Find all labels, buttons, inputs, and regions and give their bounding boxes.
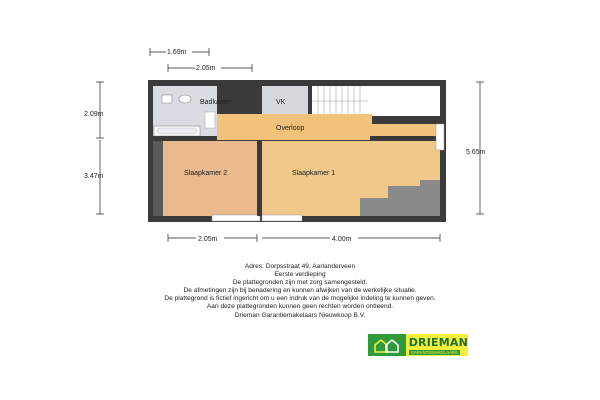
room-slaapkamer-2 [163,141,257,216]
sink [162,95,172,103]
dim-left-upper: 2.09m [84,111,104,118]
wall-inner-h [153,136,217,141]
dim-bottom-left: 2.05m [198,236,218,243]
label-badkamer: Badkamer [200,99,232,106]
logo-subtitle: GARANTIEMAKELAARS [410,349,458,355]
label-vk: VK [276,99,286,106]
window-bottom-2 [262,215,302,221]
info-floor: Eerste verdieping [274,271,326,279]
info-line3: De plattegrond is fictief ingericht om u een indruk van de mogelijke indeling te kunnen geven. [164,295,436,303]
info-address: Adres: Dorpsstraat 49, Aarlanderveen [244,263,356,270]
label-overloop: Overloop [276,125,305,132]
info-line1: De plattegronden zijn met zorg samengesteld. [232,279,368,287]
info-line5: Drieman Garantiemakelaars Nieuwkoop B.V. [234,311,366,319]
info-line4: Aan deze plattegronden kunnen geen rechten worden ontleend. [206,303,394,311]
drieman-logo [368,334,468,356]
shower [205,112,215,128]
label-slaapkamer-2: Slaapkamer 2 [184,170,228,177]
dim-top-short: 1.69m [167,49,187,56]
window-right [436,124,444,150]
label-slaapkamer-1: Slaapkamer 1 [292,170,336,177]
dim-left-lower: 3.47m [84,173,104,180]
toilet [179,95,191,103]
dim-bottom-right: 4.00m [332,236,352,243]
window-bottom-1 [212,215,260,221]
house-icon [368,334,406,356]
info-line2: De afmetingen zijn bij benadering en kunnen afwijken van de werkelijke situatie. [183,287,417,295]
bathtub-inner [157,128,197,134]
dim-top-long: 2.05m [196,65,216,72]
wall-inner-v [257,141,262,216]
property-info [150,263,450,320]
wall-left-lower [153,141,163,216]
dim-right-total: 5.65m [466,149,486,156]
logo-name: DRIEMAN [408,335,468,349]
